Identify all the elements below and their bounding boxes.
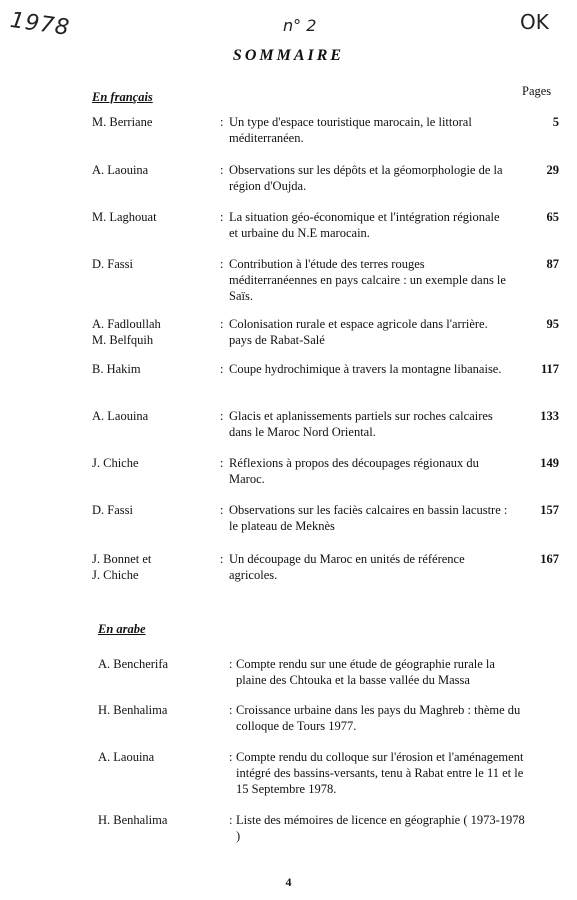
entry-author: M. Laghouat [92,210,157,224]
entry-colon: : [220,115,224,129]
entry-title: Liste des mémoires de licence en géographie ( 1973-1978 ) [236,813,525,843]
entry-colon: : [220,163,224,177]
entry-author: A. Laouina [98,750,155,764]
entry-author: A. Fadloullah M. Belfquih [92,317,161,347]
entry-author: A. Laouina [92,163,149,177]
entry-colon: : [220,456,224,470]
entry-title: Compte rendu du colloque sur l'érosion et l'aménagement intégré des bassins-versants, tenu à Rabat entre le 11 et le 15 Septembre 1978. [236,750,524,796]
entry-author: M. Berriane [92,115,153,129]
entry-title: Un type d'espace touristique marocain, le littoral méditerranéen. [229,115,472,145]
entry-author: B. Hakim [92,362,141,376]
handwritten-year: 1978 [8,7,72,42]
entry-colon: : [220,552,224,566]
entry-colon: : [220,362,224,376]
entry-colon: : [229,813,233,827]
entry-page: 29 [546,163,559,177]
section-label-french: En français [92,90,153,104]
entry-colon: : [229,750,233,764]
entry-title: Observations sur les dépôts et la géomorphologie de la région d'Oujda. [229,163,503,193]
entry-author: D. Fassi [92,503,133,517]
entry-author: A. Laouina [92,409,149,423]
pages-column-header: Pages [522,84,552,98]
entry-title: Compte rendu sur une étude de géographie rurale la plaine des Chtouka et la basse vallée du Massa [236,657,495,687]
entry-page: 117 [540,362,559,376]
entry-author: H. Benhalima [98,813,168,827]
entry-page: 5 [552,115,559,129]
handwritten-issue-number: n° 2 [283,16,317,35]
entry-title: Observations sur les faciès calcaires en bassin lacustre : le plateau de Meknès [229,503,508,533]
entry-colon: : [229,657,233,671]
entry-author: A. Bencherifa [98,657,169,671]
entry-title: Contribution à l'étude des terres rouges méditerranéennes en pays calcaire : un exemple dans le Saïs. [229,257,506,303]
entry-title: Un découpage du Maroc en unités de référence agricoles. [229,552,465,582]
entry-colon: : [220,257,224,271]
entry-title: Glacis et aplanissements partiels sur roches calcaires dans le Maroc Nord Oriental. [229,409,493,439]
entry-page: 87 [546,257,559,271]
page-number: 4 [285,875,292,889]
entry-title: Croissance urbaine dans les pays du Maghreb : thème du colloque de Tours 1977. [236,703,521,733]
entry-author: D. Fassi [92,257,133,271]
page-title: SOMMAIRE [232,47,345,64]
entry-author: J. Bonnet et J. Chiche [92,552,152,582]
entry-page: 157 [540,503,559,517]
entry-page: 65 [546,210,559,224]
entry-title: Coupe hydrochimique à travers la montagne libanaise. [229,362,502,376]
entry-title: Réflexions à propos des découpages régionaux du Maroc. [229,456,479,486]
entry-colon: : [220,317,224,331]
entry-colon: : [220,409,224,423]
entry-page: 149 [540,456,559,470]
entry-author: H. Benhalima [98,703,168,717]
entry-page: 167 [540,552,559,566]
entry-title: Colonisation rurale et espace agricole dans l'arrière. pays de Rabat-Salé [229,317,488,347]
entry-title: La situation géo-économique et l'intégration régionale et urbaine du N.E marocain. [229,210,500,240]
entry-page: 95 [546,317,559,331]
entry-colon: : [220,503,224,517]
entry-page: 133 [540,409,559,423]
handwritten-ok-mark: OK [520,10,549,34]
section-label-arabic: En arabe [98,622,146,636]
entry-author: J. Chiche [92,456,139,470]
entry-colon: : [229,703,233,717]
entry-colon: : [220,210,224,224]
